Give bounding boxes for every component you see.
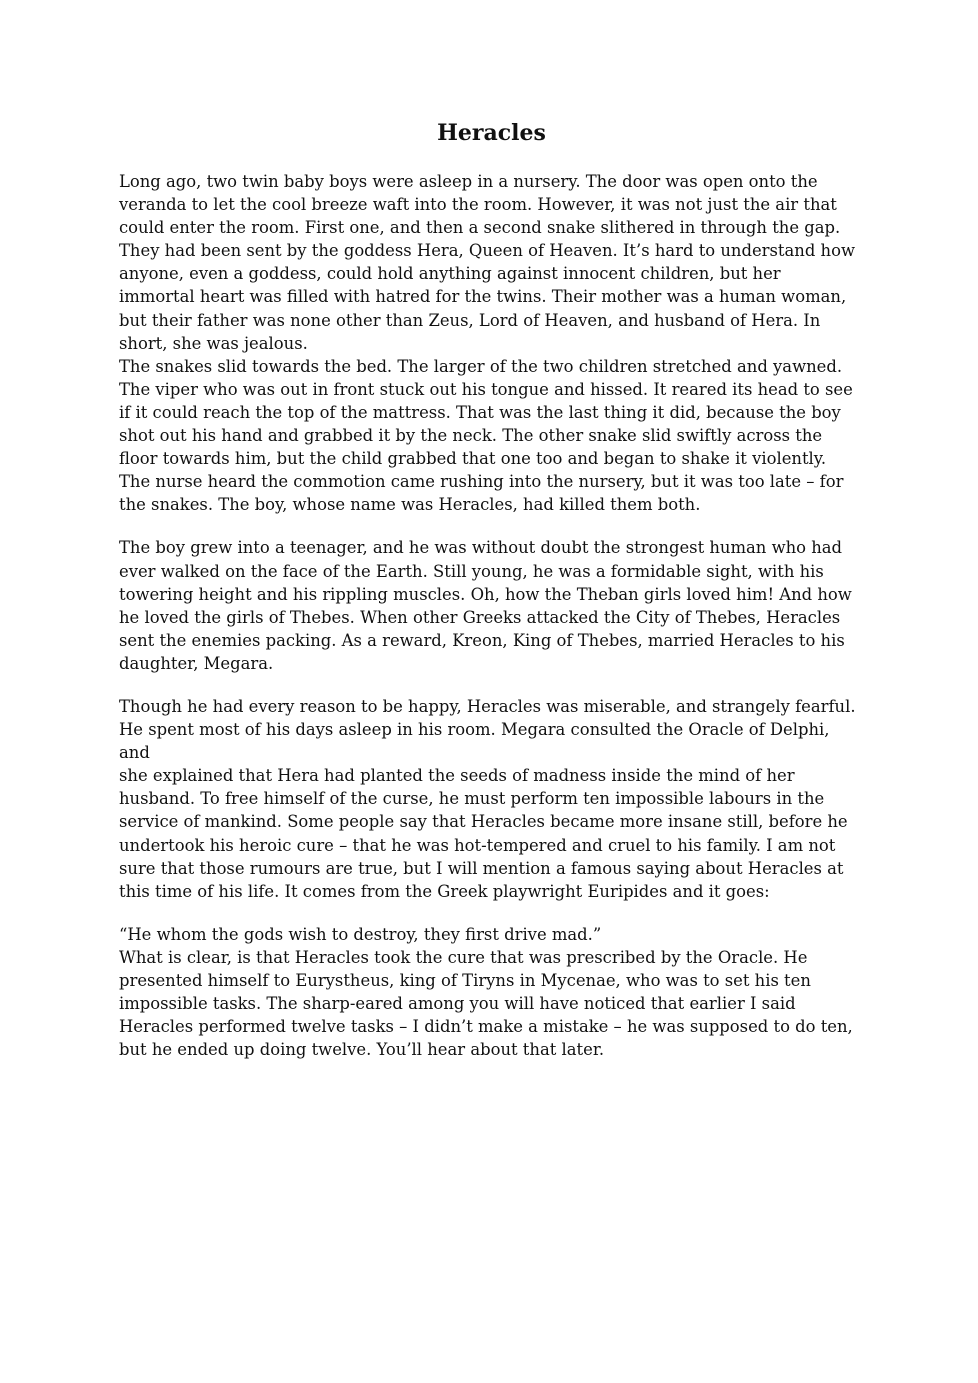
paragraph-teenager: The boy grew into a teenager, and he was without doubt the strongest human who had ever walked on the face of the Earth. Still young, he was a formidable sight, with his towering height and his rippling muscles. Oh, how the Theban girls loved him! And how he loved the girls of Thebes. When other Greeks attacked the City of Thebes, Heracles sent the enemies packing. As a reward, Kreon, King of Thebes, married Heracles to his daughter, Megara. bbox=[119, 538, 852, 673]
paragraph-snakes: The snakes slid towards the bed. The larger of the two children stretched and yawned. The viper who was out in front stuck out his tongue and hissed. It reared its head to see if it could reach the top of the mattress. That was the last thing it did, because the boy shot out his hand and grabbed it by the neck. The other snake slid swiftly across the floor towards him, but the child grabbed that one too and began to shake it violently. The nurse heard the commotion came rushing into the nursery, but it was too late – for the snakes. The boy, whose name was Heracles, had killed them both. bbox=[119, 356, 853, 515]
paragraph-quote: “He whom the gods wish to destroy, they first drive mad.” bbox=[119, 924, 602, 944]
paragraph-madness: Though he had every reason to be happy, Heracles was miserable, and strangely fearful. He spent most of his days asleep in his room. Megara consulted the Oracle of Delphi, and she explained that Hera had planted the seeds of madness inside the mind of her husband. To free himself of the curse, he must perform ten impossible labours in the service of mankind. Some people say that Heracles became more insane still, before he undertook his heroic cure – that he was hot-tempered and cruel to his family. I am not sure that those rumours are true, but I will mention a famous saying about Heracles at this time of his life. It comes from the Greek playwright Euripides and it goes: bbox=[119, 696, 856, 901]
document-title: Heracles bbox=[437, 120, 546, 146]
paragraph-twin-babies: Long ago, two twin baby boys were asleep in a nursery. The door was open onto the veranda to let the cool breeze waft into the room. However, it was not just the air that could enter the room. First one, and then a second snake slithered in through the gap. They had been sent by the goddess Hera, Queen of Heaven. It’s hard to understand how anyone, even a goddess, could hold anything against innocent children, but her immortal heart was filled with hatred for the twins. Their mother was a human woman, but their father was none other than Zeus, Lord of Heaven, and husband of Hera. In short, she was jealous. bbox=[119, 172, 855, 353]
document-page bbox=[119, 118, 864, 1061]
paragraph-labours: What is clear, is that Heracles took the cure that was prescribed by the Oracle. He presented himself to Eurystheus, king of Tiryns in Mycenae, who was to set his ten impossible tasks. The sharp-eared among you will have noticed that earlier I said Heracles performed twelve tasks – I didn’t make a mistake – he was supposed to do ten, but he ended up doing twelve. You’ll hear about that later. bbox=[119, 947, 853, 1060]
